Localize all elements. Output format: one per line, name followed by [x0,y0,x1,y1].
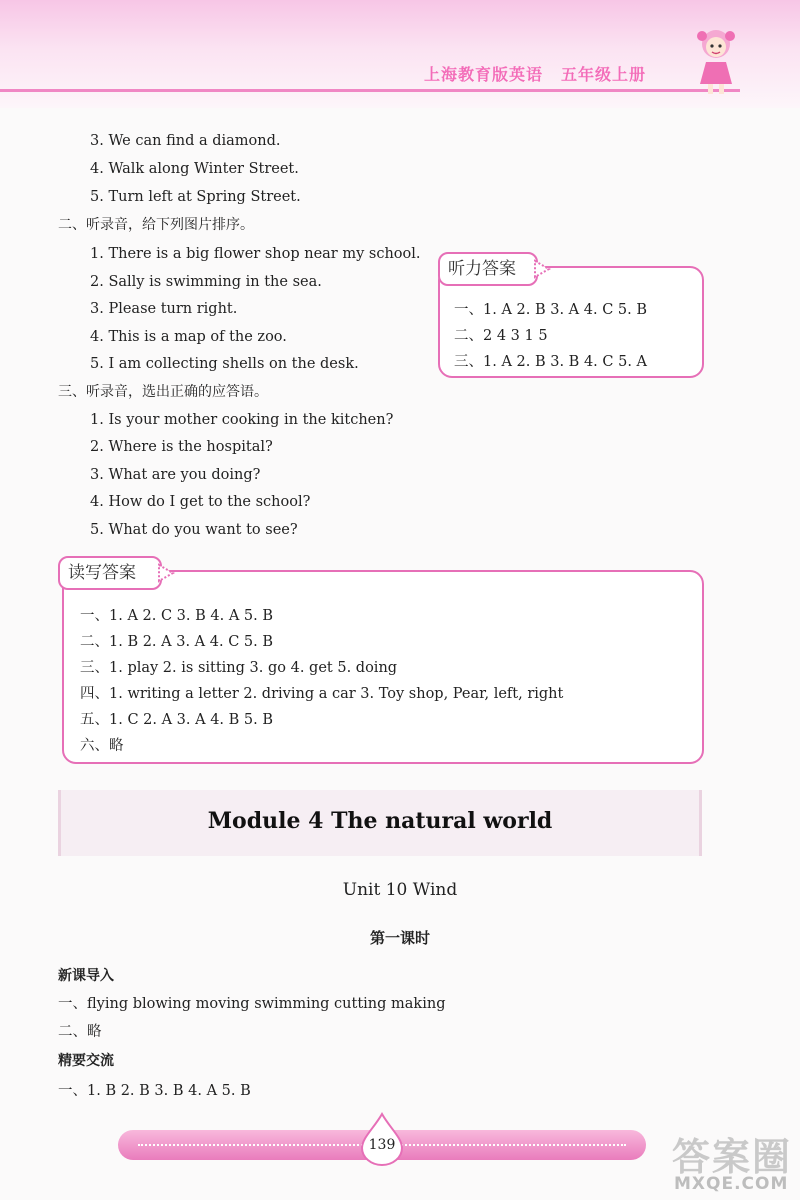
page-number: 139 [368,1137,396,1153]
section-heading: 新课导入 [58,968,114,984]
answer-line: 五、1. C 2. A 3. A 4. B 5. B [80,712,274,728]
tab-label: 读写答案 [68,563,136,583]
list-item: 1. There is a big flower shop near my school. [90,246,421,262]
watermark [668,1126,796,1198]
list-item: 3. We can find a diamond. [90,133,281,149]
list-item: 3. Please turn right. [90,301,238,317]
arrow-right-icon [532,258,554,280]
list-item: 4. This is a map of the zoo. [90,329,287,345]
watermark-logo: 答案圈 [672,1135,793,1179]
list-item: 2. Where is the hospital? [90,439,273,455]
list-item: 4. How do I get to the school? [90,494,311,510]
section-heading: 二、听录音，给下列图片排序。 [58,217,254,233]
list-item: 5. I am collecting shells on the desk. [90,356,359,372]
answer-line: 一、1. A 2. C 3. B 4. A 5. B [80,608,274,624]
header-divider [0,89,740,92]
reading-answers-box [62,570,704,764]
list-item: 5. What do you want to see? [90,522,298,538]
module-title: Module 4 The natural world [207,808,553,834]
unit-title: Unit 10 Wind [342,880,458,900]
arrow-right-icon [156,562,178,584]
list-item: 4. Walk along Winter Street. [90,161,299,177]
series-name: 上海教育版英语 [424,65,544,84]
girl-mascot-icon [694,24,740,98]
module-banner [58,790,702,856]
answer-line: 三、1. A 2. B 3. B 4. C 5. A [454,354,648,370]
answer-line: 六、略 [80,738,124,754]
section-heading: 精要交流 [58,1053,114,1069]
list-item: 5. Turn left at Spring Street. [90,189,301,205]
answer-line: 二、1. B 2. A 3. A 4. C 5. B [80,634,274,650]
watermark-url: MXQE.COM [674,1174,789,1194]
header-title [424,62,646,85]
grade-name: 五年级上册 [561,65,647,84]
answer-line: 一、1. B 2. B 3. B 4. A 5. B [58,1083,251,1099]
answer-line: 二、略 [58,1024,102,1040]
tab-label: 听力答案 [448,259,516,279]
section-heading: 三、听录音，选出正确的应答语。 [58,384,268,400]
reading-answers-tab [58,556,162,590]
list-item: 3. What are you doing? [90,467,261,483]
answer-line: 二、2 4 3 1 5 [454,328,548,344]
list-item: 1. Is your mother cooking in the kitchen? [90,412,394,428]
answer-line: 四、1. writing a letter 2. driving a car 3. Toy shop, Pear, left, right [80,686,564,702]
list-item: 2. Sally is swimming in the sea. [90,274,322,290]
listening-answers-tab [438,252,538,286]
lesson-title: 第一课时 [369,929,430,947]
answer-line: 三、1. play 2. is sitting 3. go 4. get 5. doing [80,660,398,676]
answer-line: 一、1. A 2. B 3. A 4. C 5. B [454,302,648,318]
answer-line: 一、flying blowing moving swimming cutting making [58,996,446,1012]
